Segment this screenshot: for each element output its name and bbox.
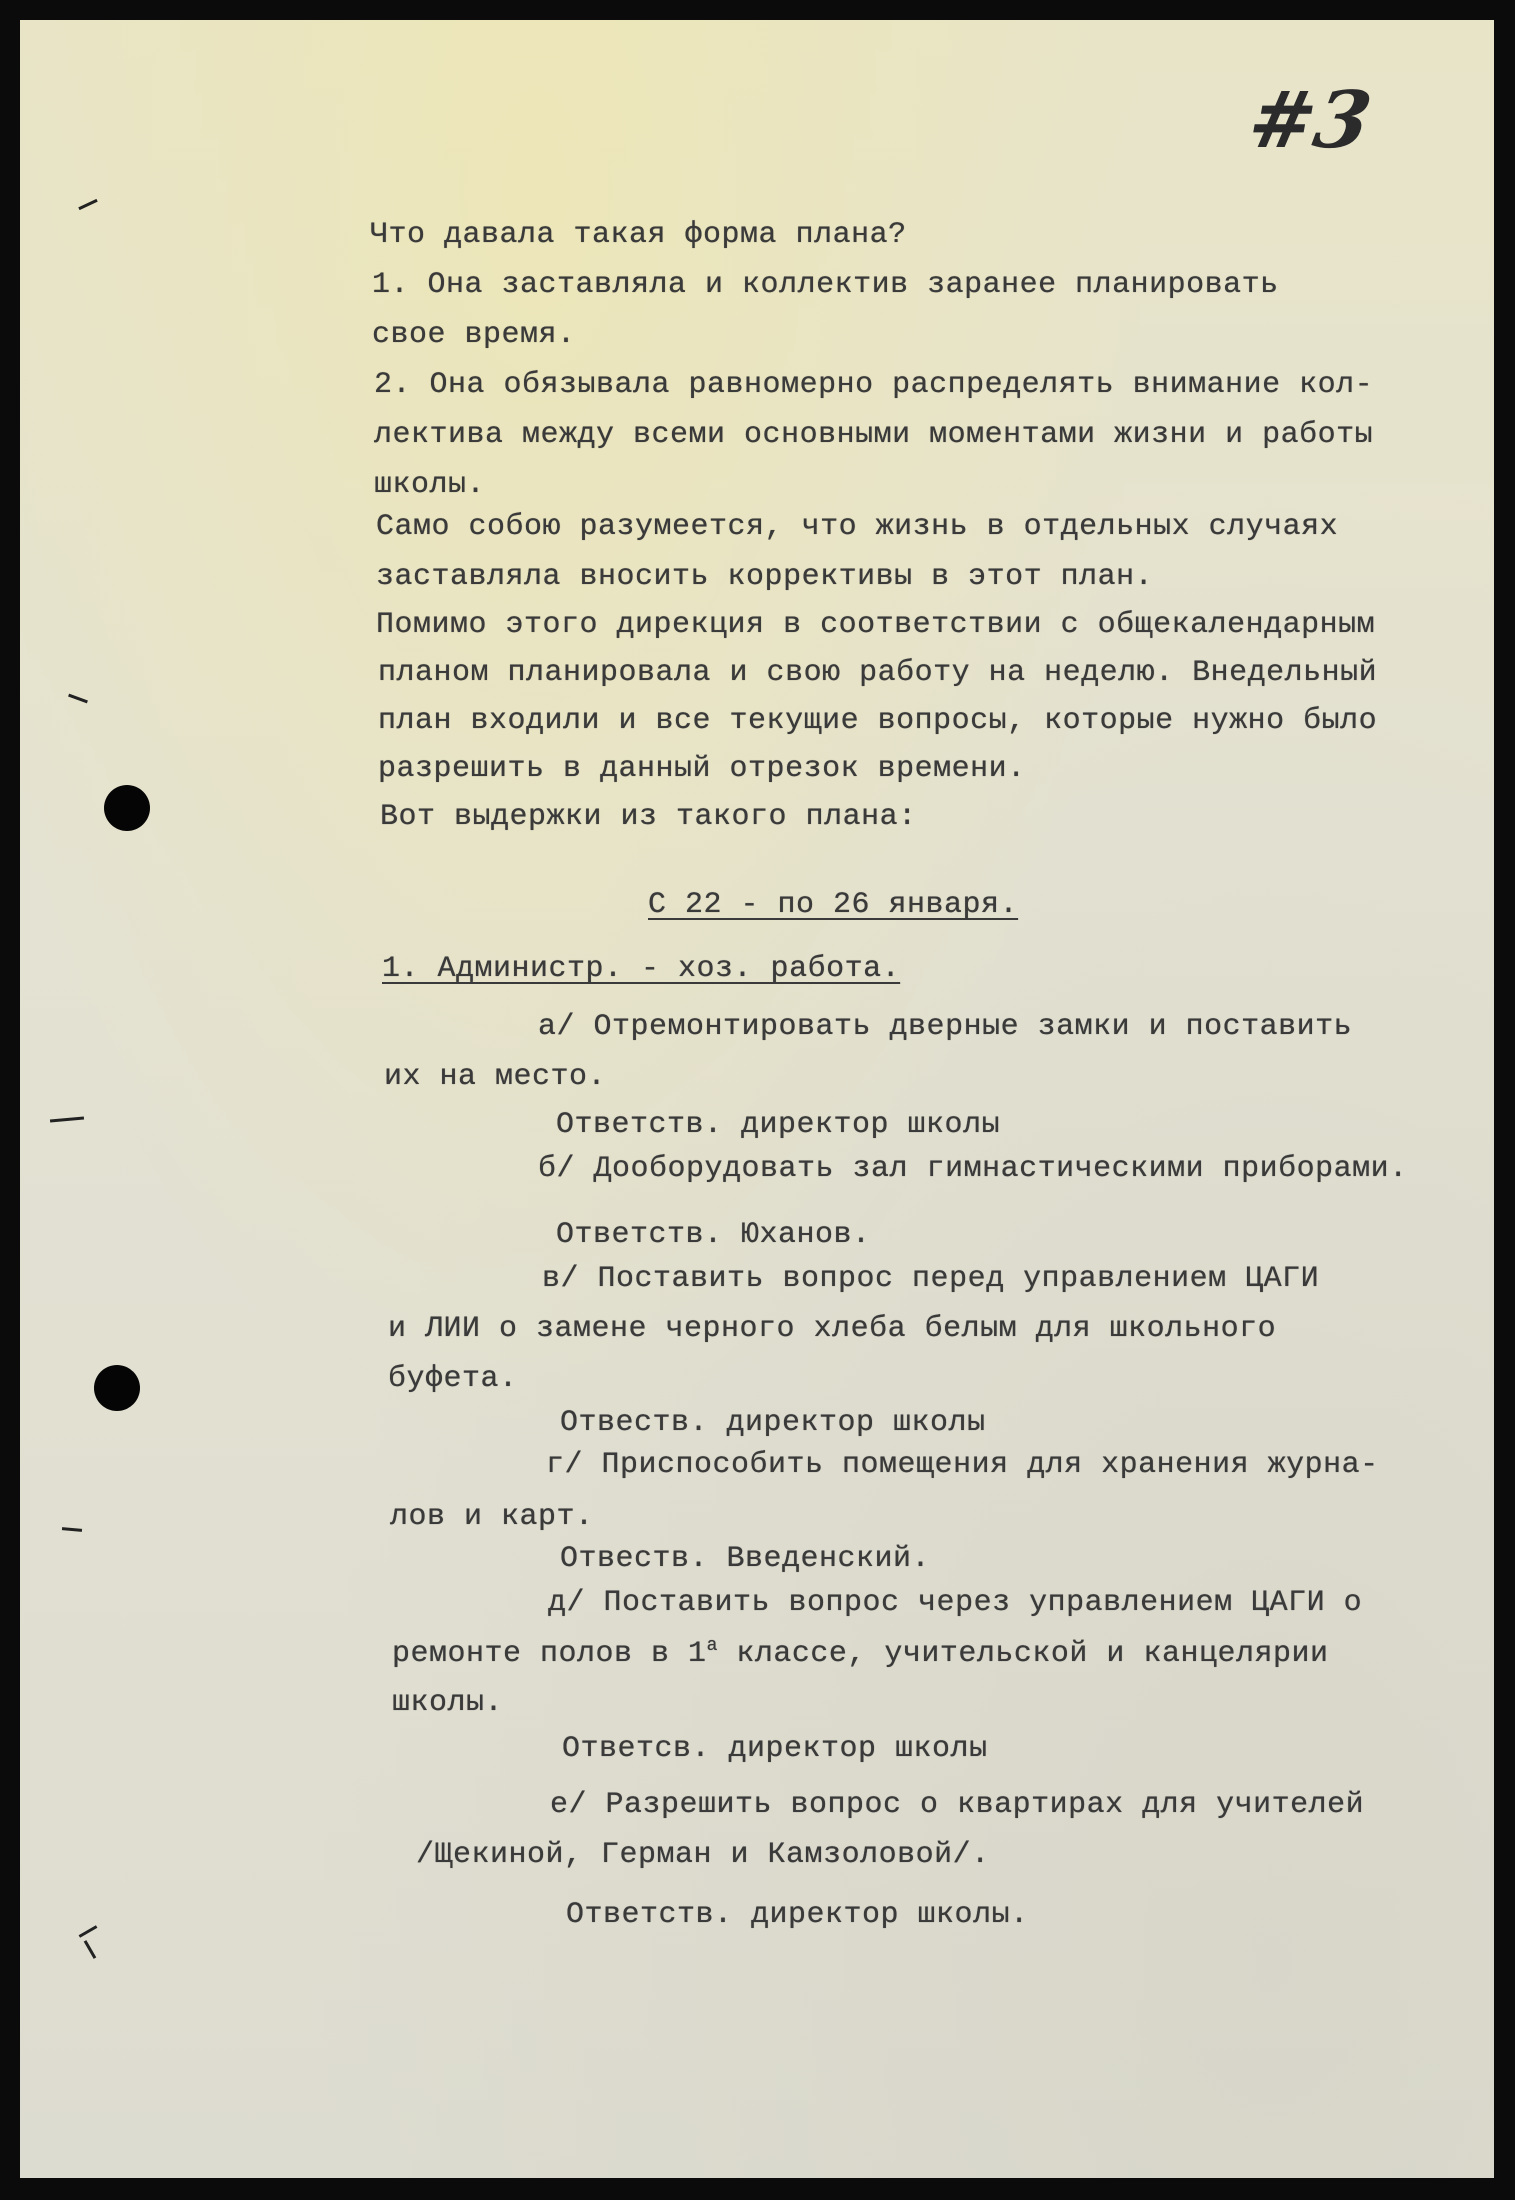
- text-line: планом планировала и свою работу на неделю. Внедельный: [378, 656, 1378, 690]
- margin-mark: [84, 1940, 97, 1959]
- text-line: школы.: [374, 468, 486, 502]
- document-page: [20, 20, 1494, 2178]
- item-line: е/ Разрешить вопрос о квартирах для учителей: [550, 1788, 1365, 1822]
- item-line: школы.: [392, 1686, 504, 1720]
- item-line: и ЛИИ о замене черного хлеба белым для школьного: [388, 1312, 1277, 1346]
- item-line: /Щекиной, Герман и Камзоловой/.: [416, 1838, 990, 1872]
- text-line: Вот выдержки из такого плана:: [380, 800, 917, 834]
- margin-mark: [79, 1925, 98, 1938]
- text-line: 2. Она обязывала равномерно распределять внимание кол-: [374, 368, 1374, 402]
- responsible-line: Ответств. директор школы.: [566, 1898, 1029, 1932]
- item-line: в/ Поставить вопрос перед управлением ЦАГИ: [542, 1262, 1320, 1296]
- item-line-part: ремонте полов в 1: [392, 1637, 707, 1671]
- item-line-part: классе, учительской и канцелярии: [717, 1637, 1329, 1671]
- item-line: их на место.: [384, 1060, 607, 1094]
- item-line: а/ Отремонтировать дверные замки и поставить: [538, 1010, 1353, 1044]
- margin-mark: [78, 199, 97, 210]
- item-line: д/ Поставить вопрос через управлением ЦАГИ о: [548, 1586, 1363, 1620]
- date-heading: С 22 - по 26 января.: [648, 888, 1019, 922]
- binding-hole: [104, 785, 150, 831]
- margin-mark: [62, 1527, 82, 1532]
- responsible-line: Отвеств. директор школы: [560, 1406, 986, 1440]
- text-line: заставляла вносить коррективы в этот план.: [376, 560, 1154, 594]
- margin-mark: [68, 694, 88, 704]
- responsible-line: Отвеств. Введенский.: [560, 1542, 931, 1576]
- text-line: Помимо этого дирекция в соответствии с общекалендарным: [376, 608, 1376, 642]
- item-line: буфета.: [388, 1362, 518, 1396]
- margin-mark: [50, 1117, 84, 1123]
- text-line: Что давала такая форма плана?: [370, 218, 907, 252]
- text-line: план входили и все текущие вопросы, которые нужно было: [378, 704, 1378, 738]
- item-line: лов и карт.: [390, 1500, 594, 1534]
- responsible-line: Ответсв. директор школы: [562, 1732, 988, 1766]
- text-line: Само собою разумеется, что жизнь в отдельных случаях: [376, 510, 1339, 544]
- item-line: [392, 1636, 1328, 1671]
- page-number: #3: [1241, 75, 1378, 166]
- responsible-line: Ответств. Юханов.: [556, 1218, 871, 1252]
- text-line: лектива между всеми основными моментами жизни и работы: [374, 418, 1374, 452]
- text-line: разрешить в данный отрезок времени.: [378, 752, 1026, 786]
- text-line: свое время.: [372, 318, 576, 352]
- item-line: г/ Приспособить помещения для хранения журна-: [546, 1448, 1379, 1482]
- item-line: б/ Дооборудовать зал гимнастическими приборами.: [538, 1152, 1408, 1186]
- class-superscript: а: [706, 1636, 718, 1656]
- binding-hole: [94, 1365, 140, 1411]
- responsible-line: Ответств. директор школы: [556, 1108, 1001, 1142]
- section-heading: 1. Администр. - хоз. работа.: [382, 952, 901, 986]
- text-line: 1. Она заставляла и коллектив заранее планировать: [372, 268, 1279, 302]
